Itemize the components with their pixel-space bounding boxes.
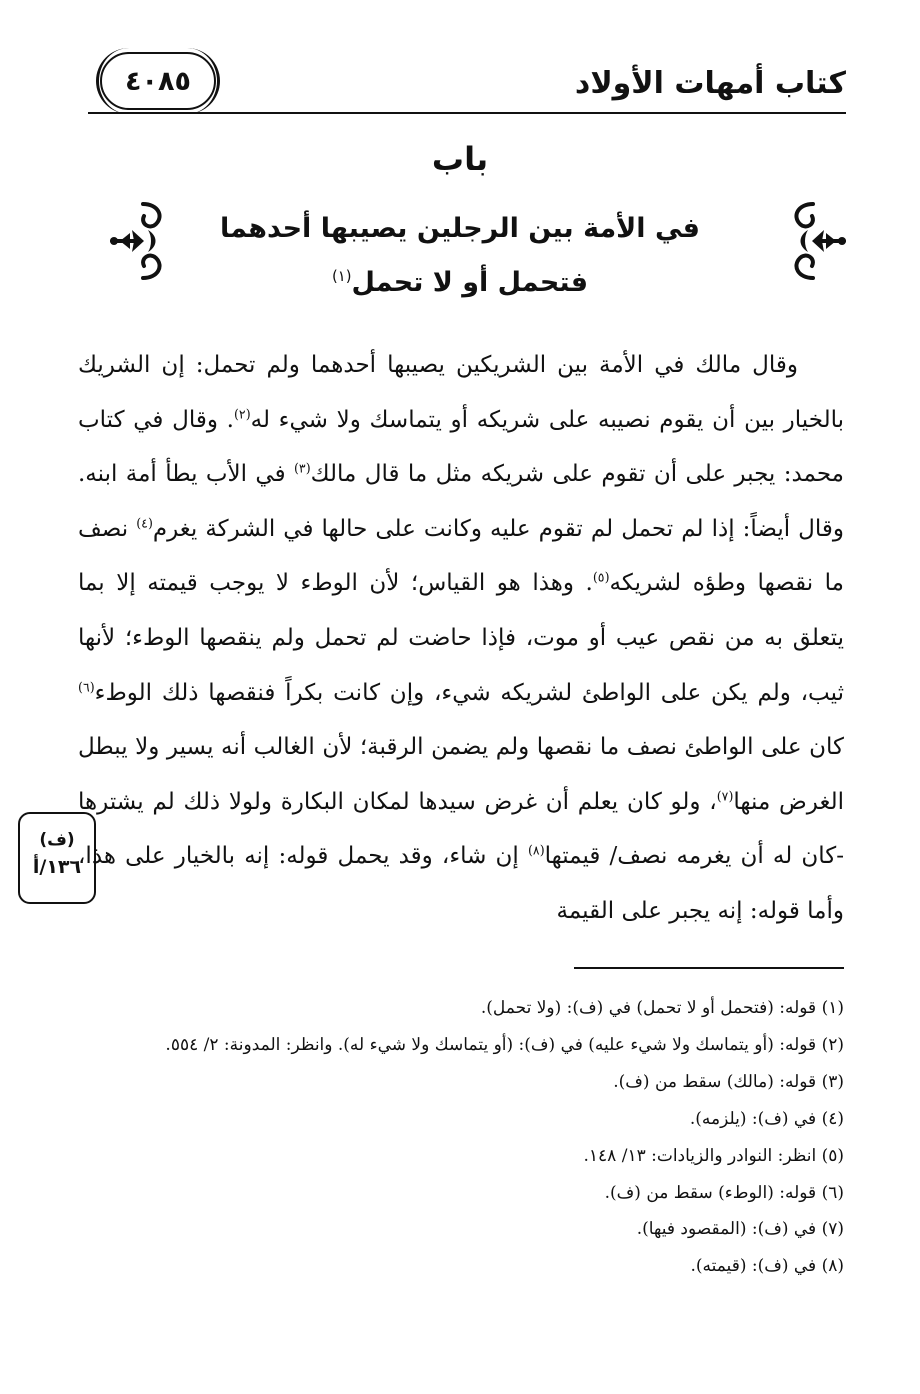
- footnote-ref: (٢): [233, 405, 251, 421]
- footnote-item: (٧) في (ف): (المقصود فيها).: [636, 1219, 844, 1240]
- footnote-ref: (٣): [293, 460, 311, 476]
- main-text: [78, 338, 844, 939]
- header-rule: [88, 112, 846, 114]
- page-number-badge: [100, 52, 216, 110]
- text-run: وقال مالك في الأمة بين الشريكين يصيبها أحدهما ولم تحمل: إن الشريك بالخيار بين أن يقوم نصيبه على شريكه أو يتماسك ولا شيء له: [78, 352, 844, 433]
- footnote-item: (٢) قوله: (أو يتماسك ولا شيء عليه) في (ف): (أو يتماسك ولا شيء له). وانظر: المدونة: ٢/ ٥٥٤.: [165, 1034, 844, 1055]
- footnotes-list: [74, 990, 844, 1285]
- footnote-item: (٥) انظر: النوادر والزيادات: ١٣/ ١٤٨.: [583, 1145, 844, 1166]
- text-run: ، ولو كان يعلم أن غرض سيدها لمكان البكارة ولولا ذلك لم يشترها -كان له أن يغرمه نصف/ قيمتها: [78, 788, 844, 870]
- footnote-ref: (٤): [136, 515, 153, 531]
- text-run: . وهذا هو القياس؛ لأن الوطء لا يوجب قيمته إلا بما يتعلق به من نقص عيب أو موت، فإذا حاضت لم تحمل ولم ينقصها الوطء؛ لأنها ثيب، ولم يكن على الواطئ لشريكه شيء، وإن كانت بكراً فنقصها ذلك الوطء: [78, 570, 844, 706]
- folio-number: ١٣٦/أ: [32, 856, 82, 878]
- footnote-ref: (٥): [592, 569, 610, 585]
- footnote-item: (٨) في (ف): (قيمته).: [690, 1256, 844, 1277]
- footnote-ref: (١): [331, 267, 352, 285]
- chapter-title-line-2: [210, 256, 710, 310]
- footnote-ref: (٧): [716, 788, 734, 804]
- footnote-ref: (٨): [527, 842, 545, 858]
- footnote-item: (٣) قوله: (مالك) سقط من (ف).: [613, 1071, 844, 1092]
- page-number: ٤٠٨٥: [125, 65, 191, 97]
- text-run: إن شاء، وقد يحمل قوله: إنه بالخيار على هذا، وأما قوله: إنه يجبر على القيمة: [78, 843, 844, 924]
- text-run: . وقال في كتاب محمد: يجبر على أن تقوم على شريكه مثل ما قال مالك: [78, 406, 844, 488]
- text-run: كان على الواطئ نصف ما نقصها ولم يضمن الرقبة؛ لأن الغالب أنه يسير ولا يبطل الغرض منها: [78, 734, 844, 815]
- text-run: في الأب يطأ أمة ابنه. وقال أيضاً: إذا لم تحمل لم تقوم عليه وكانت على حالها في الشركة يغرم: [78, 461, 845, 542]
- footnote-item: (٦) قوله: (الوطء) سقط من (ف).: [604, 1182, 844, 1203]
- footnote-rule: [574, 967, 844, 969]
- footnote-ref: (٦): [78, 678, 95, 694]
- chapter-title-line-1: في الأمة بين الرجلين يصيبها أحدهما: [220, 213, 700, 244]
- floral-ornament-left-icon: [108, 200, 178, 282]
- footnote-item: (٤) في (ف): (يلزمه).: [689, 1108, 844, 1129]
- footnote-item: (١) قوله: (فتحمل أو لا تحمل) في (ف): (ولا تحمل).: [480, 998, 844, 1018]
- folio-source: (ف): [39, 830, 75, 850]
- chapter-title-line-2-text: فتحمل أو لا تحمل: [351, 267, 589, 298]
- floral-ornament-right-icon: [778, 200, 848, 282]
- chapter-title: [210, 202, 710, 310]
- text-run: نصف ما نقصها وطؤه لشريكه: [78, 515, 844, 597]
- paragraph: [78, 338, 844, 939]
- manuscript-folio-note: [18, 812, 96, 904]
- chapter-label: باب: [431, 140, 489, 178]
- book-title: كتاب أمهات الأولاد: [574, 66, 846, 101]
